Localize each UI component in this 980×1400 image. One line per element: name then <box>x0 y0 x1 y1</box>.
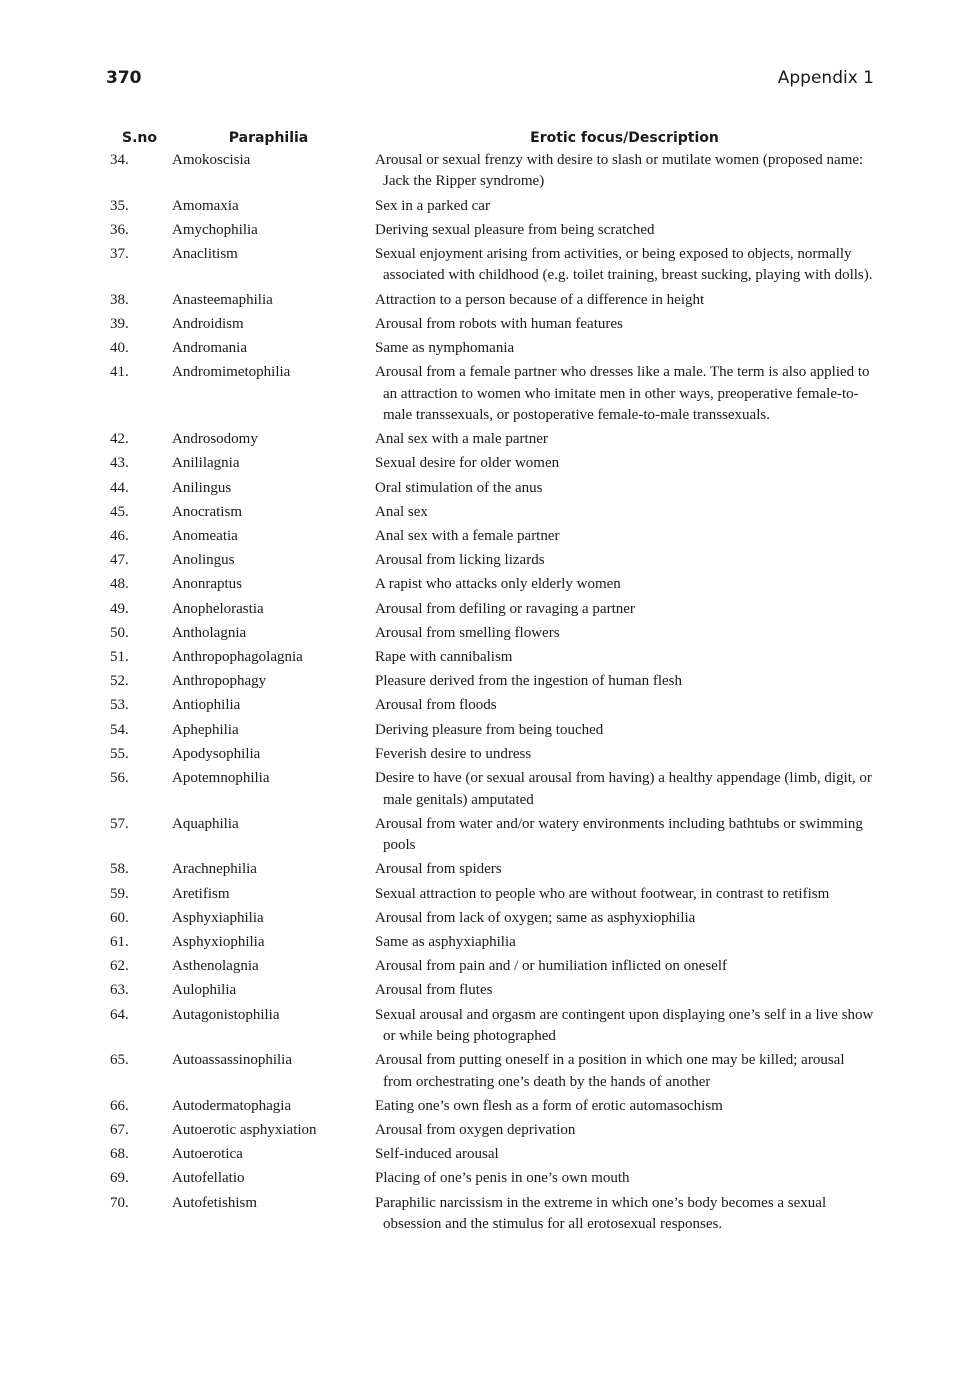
row-sno: 52. <box>110 673 129 690</box>
table-row <box>110 623 874 647</box>
row-description: Arousal from oxygen deprivation <box>375 1121 576 1138</box>
row-sno: 54. <box>110 721 129 738</box>
row-sno: 55. <box>110 745 129 762</box>
row-paraphilia: Autoassassinophilia <box>172 1052 292 1069</box>
table-row <box>110 1096 874 1120</box>
row-description: Arousal from robots with human features <box>375 315 623 332</box>
row-paraphilia: Anaclitism <box>172 246 238 263</box>
row-paraphilia: Asphyxiophilia <box>172 933 265 950</box>
table-row <box>110 453 874 477</box>
row-paraphilia: Autoerotic asphyxiation <box>172 1121 317 1138</box>
row-sno: 61. <box>110 933 129 950</box>
row-description: Arousal from flutes <box>375 982 493 999</box>
row-sno: 69. <box>110 1170 129 1187</box>
row-sno: 60. <box>110 909 129 926</box>
row-description: Arousal from pain and / or humiliation inflicted on oneself <box>375 958 728 975</box>
table-row <box>110 695 874 719</box>
row-paraphilia: Anophelorastia <box>172 600 264 617</box>
row-description: A rapist who attacks only elderly women <box>375 576 621 593</box>
row-paraphilia: Aretifism <box>172 885 230 902</box>
row-description: Arousal from spiders <box>375 861 502 878</box>
table-row <box>110 478 874 502</box>
row-description: Anal sex with a female partner <box>375 528 560 545</box>
row-sno: 34. <box>110 152 129 168</box>
row-paraphilia: Amokoscisia <box>172 152 251 168</box>
row-description: Arousal from smelling flowers <box>375 624 560 641</box>
row-paraphilia: Andromania <box>172 340 247 357</box>
table-row <box>110 550 874 574</box>
table-row <box>110 1050 874 1096</box>
table-row <box>110 1120 874 1144</box>
table-row <box>110 671 874 695</box>
table-row <box>110 599 874 623</box>
row-paraphilia: Amychophilia <box>172 221 258 238</box>
row-description: Rape with cannibalism <box>375 649 513 666</box>
table-row <box>110 720 874 744</box>
table-row <box>110 526 874 550</box>
table-row <box>110 362 874 429</box>
row-description: Feverish desire to undress <box>375 745 532 762</box>
row-sno: 37. <box>110 246 129 263</box>
table-row <box>110 314 874 338</box>
row-paraphilia: Aulophilia <box>172 982 237 999</box>
table-row <box>110 768 874 814</box>
row-description: Sexual arousal and orgasm are contingent upon displaying one’s self in a live show or while being photographed <box>375 1006 874 1044</box>
row-description: Arousal from putting oneself in a position in which one may be killed; arousal from orchestrating one’s death by the hands of another <box>375 1052 845 1090</box>
row-sno: 59. <box>110 885 129 902</box>
table-row <box>110 980 874 1004</box>
row-paraphilia: Aphephilia <box>172 721 239 738</box>
row-sno: 70. <box>110 1194 129 1211</box>
table-row <box>110 244 874 290</box>
row-sno: 66. <box>110 1097 129 1114</box>
row-paraphilia: Apodysophilia <box>172 745 261 762</box>
row-sno: 39. <box>110 315 129 332</box>
row-description: Sexual desire for older women <box>375 455 560 472</box>
row-description: Sexual attraction to people who are without footwear, in contrast to retifism <box>375 885 830 902</box>
row-paraphilia: Androsodomy <box>172 431 258 448</box>
row-description: Arousal from defiling or ravaging a partner <box>375 600 635 617</box>
row-sno: 40. <box>110 340 129 357</box>
row-sno: 53. <box>110 697 129 714</box>
row-paraphilia: Anolingus <box>172 552 235 569</box>
table-row <box>110 150 874 196</box>
row-sno: 35. <box>110 197 129 214</box>
row-description: Oral stimulation of the anus <box>375 479 543 496</box>
row-description: Paraphilic narcissism in the extreme in which one’s body becomes a sexual obsession and the stimulus for all erotosexual responses. <box>375 1194 827 1232</box>
row-description: Sexual enjoyment arising from activities, or being exposed to objects, normally associated with childhood (e.g. toilet training, breast sucking, playing with dolls). <box>375 246 873 284</box>
table-row <box>110 429 874 453</box>
row-description: Same as nymphomania <box>375 340 515 357</box>
table-row <box>110 908 874 932</box>
row-description: Eating one’s own flesh as a form of erotic automasochism <box>375 1097 723 1114</box>
row-paraphilia: Anomeatia <box>172 528 238 545</box>
row-description: Sex in a parked car <box>375 197 490 214</box>
row-sno: 68. <box>110 1146 129 1163</box>
row-description: Self-induced arousal <box>375 1146 499 1163</box>
header-sno: S.no <box>122 130 157 146</box>
row-paraphilia: Aquaphilia <box>172 815 239 832</box>
row-sno: 65. <box>110 1052 129 1069</box>
header-description: Erotic focus/Description <box>530 130 719 146</box>
table-row <box>110 859 874 883</box>
row-description: Pleasure derived from the ingestion of human flesh <box>375 673 683 690</box>
row-description: Desire to have (or sexual arousal from having) a healthy appendage (limb, digit, or male genitals) amputated <box>375 770 872 808</box>
paraphilia-table <box>110 126 874 1238</box>
row-description: Anal sex with a male partner <box>375 431 548 448</box>
table-body <box>110 150 874 1238</box>
row-sno: 63. <box>110 982 129 999</box>
row-paraphilia: Arachnephilia <box>172 861 257 878</box>
row-description: Anal sex <box>375 503 428 520</box>
row-paraphilia: Autofetishism <box>172 1194 257 1211</box>
table-row <box>110 744 874 768</box>
table-row <box>110 1168 874 1192</box>
row-sno: 46. <box>110 528 129 545</box>
row-paraphilia: Anilingus <box>172 479 232 496</box>
table-header <box>110 126 874 150</box>
row-sno: 51. <box>110 649 129 666</box>
table-row <box>110 956 874 980</box>
row-paraphilia: Autagonistophilia <box>172 1006 280 1023</box>
row-paraphilia: Andromimetophilia <box>172 364 291 381</box>
row-paraphilia: Anthropophagy <box>172 673 267 690</box>
row-paraphilia: Autoerotica <box>172 1146 243 1163</box>
row-sno: 36. <box>110 221 129 238</box>
row-description: Arousal from licking lizards <box>375 552 545 569</box>
row-description: Placing of one’s penis in one’s own mouth <box>375 1170 630 1187</box>
row-description: Arousal from lack of oxygen; same as asphyxiophilia <box>375 909 696 926</box>
row-sno: 67. <box>110 1121 129 1138</box>
row-paraphilia: Antholagnia <box>172 624 247 641</box>
header-paraphilia: Paraphilia <box>228 130 309 146</box>
table-row <box>110 338 874 362</box>
row-sno: 64. <box>110 1006 129 1023</box>
table-row <box>110 814 874 860</box>
row-description: Arousal from a female partner who dresses like a male. The term is also applied to an attraction to women who imitate men in other ways, preoperative female-to-male transsexuals, or postoperative female-to-male transsexuals. <box>375 364 870 424</box>
row-sno: 57. <box>110 815 129 832</box>
running-head: Appendix 1 <box>777 68 874 88</box>
row-paraphilia: Anthropophagolagnia <box>172 649 303 666</box>
row-paraphilia: Amomaxia <box>172 197 239 214</box>
row-paraphilia: Autofellatio <box>172 1170 245 1187</box>
table-row <box>110 932 874 956</box>
row-sno: 44. <box>110 479 129 496</box>
row-paraphilia: Anocratism <box>172 503 242 520</box>
table-row <box>110 290 874 314</box>
row-description: Attraction to a person because of a difference in height <box>375 291 705 308</box>
row-sno: 58. <box>110 861 129 878</box>
row-sno: 56. <box>110 770 129 787</box>
row-sno: 62. <box>110 958 129 975</box>
table-row <box>110 884 874 908</box>
table-row <box>110 574 874 598</box>
row-sno: 43. <box>110 455 129 472</box>
row-paraphilia: Anonraptus <box>172 576 242 593</box>
row-paraphilia: Asthenolagnia <box>172 958 259 975</box>
table-row <box>110 196 874 220</box>
row-sno: 42. <box>110 431 129 448</box>
table-row <box>110 502 874 526</box>
row-sno: 47. <box>110 552 129 569</box>
row-description: Arousal or sexual frenzy with desire to slash or mutilate women (proposed name: Jack the Ripper syndrome) <box>375 152 864 190</box>
row-sno: 50. <box>110 624 129 641</box>
table-row <box>110 1193 874 1239</box>
row-sno: 49. <box>110 600 129 617</box>
table-row <box>110 220 874 244</box>
row-paraphilia: Anililagnia <box>172 455 240 472</box>
row-description: Arousal from water and/or watery environments including bathtubs or swimming pools <box>375 815 863 854</box>
table-row <box>110 647 874 671</box>
row-paraphilia: Autodermatophagia <box>172 1097 292 1114</box>
row-description: Deriving pleasure from being touched <box>375 721 604 738</box>
row-paraphilia: Antiophilia <box>172 697 241 714</box>
row-paraphilia: Asphyxiaphilia <box>172 909 264 926</box>
row-paraphilia: Apotemnophilia <box>172 770 270 787</box>
row-sno: 45. <box>110 503 129 520</box>
row-description: Same as asphyxiaphilia <box>375 933 516 950</box>
table-row <box>110 1005 874 1051</box>
table-row <box>110 1144 874 1168</box>
page-number: 370 <box>106 68 142 88</box>
row-description: Arousal from floods <box>375 697 497 714</box>
row-sno: 38. <box>110 291 129 308</box>
row-description: Deriving sexual pleasure from being scratched <box>375 221 655 238</box>
row-sno: 48. <box>110 576 129 593</box>
row-paraphilia: Anasteemaphilia <box>172 291 273 308</box>
row-paraphilia: Androidism <box>172 315 244 332</box>
row-sno: 41. <box>110 364 129 381</box>
